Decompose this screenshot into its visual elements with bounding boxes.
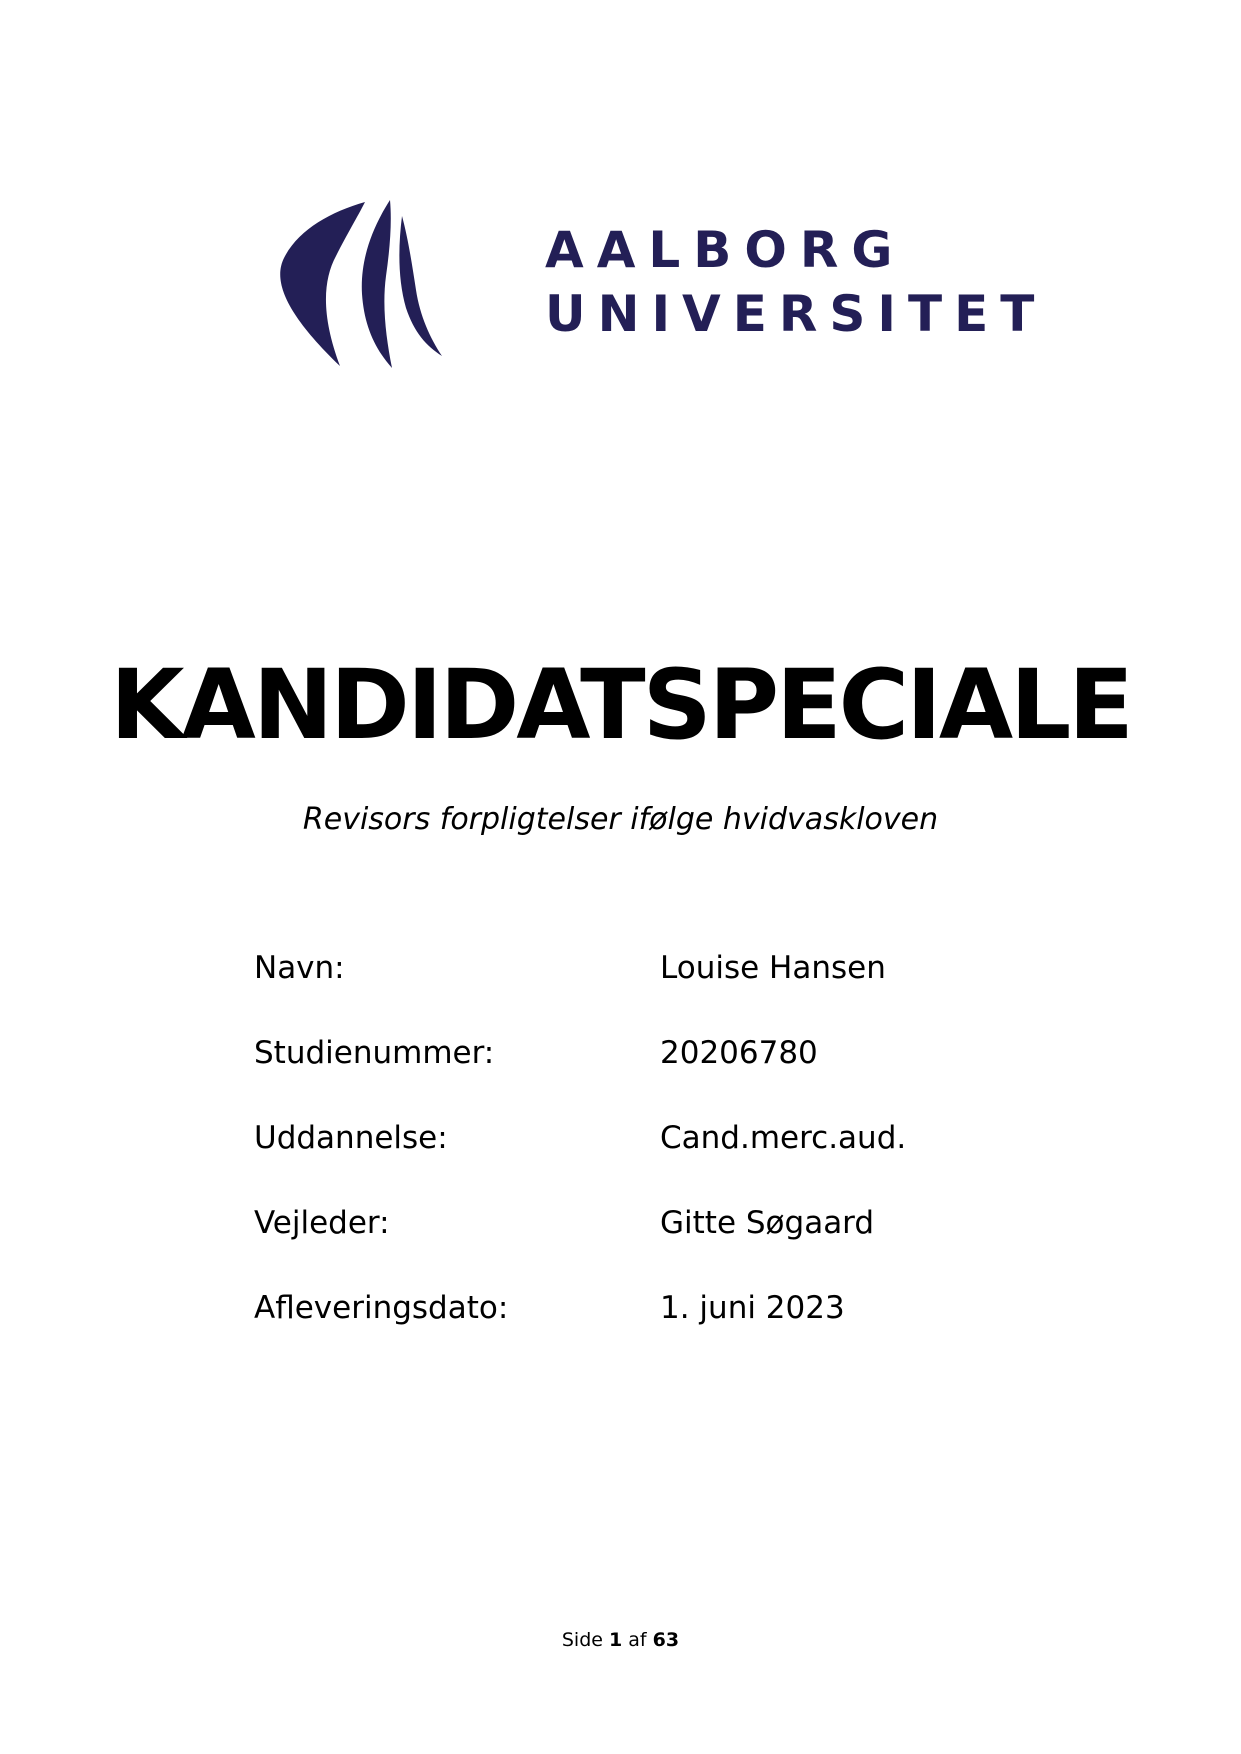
current-page-number: 1: [609, 1629, 623, 1651]
info-value: Cand.merc.aud.: [660, 1120, 907, 1156]
document-subtitle: Revisors forpligtelser ifølge hvidvaskloven: [302, 802, 939, 837]
info-label: Studienummer:: [254, 1035, 495, 1071]
info-row-supervisor: [254, 1203, 1054, 1288]
info-value: Louise Hansen: [660, 950, 886, 986]
document-title: KANDIDATSPECIALE: [110, 649, 1131, 761]
page-number-separator: af: [628, 1629, 647, 1651]
info-label: Navn:: [254, 950, 345, 986]
info-row-submission-date: [254, 1288, 1054, 1373]
info-value: Gitte Søgaard: [660, 1205, 875, 1241]
info-value: 20206780: [660, 1035, 818, 1071]
info-label: Afleveringsdato:: [254, 1290, 509, 1326]
logo-wordmark: [545, 218, 1046, 346]
page-footer: [0, 1627, 1241, 1653]
total-page-count: 63: [652, 1629, 680, 1651]
university-logo: [270, 198, 1047, 378]
student-info-table: [254, 948, 1054, 1373]
info-row-student-number: [254, 1033, 1054, 1118]
info-row-education: [254, 1118, 1054, 1203]
page-number-prefix: Side: [561, 1629, 603, 1651]
info-label: Uddannelse:: [254, 1120, 448, 1156]
info-row-name: [254, 948, 1054, 1033]
aau-wave-mark-icon: [270, 198, 445, 373]
logo-line-aalborg: AALBORG: [545, 221, 906, 279]
info-value: 1. juni 2023: [660, 1290, 845, 1326]
logo-line-universitet: UNIVERSITET: [545, 285, 1047, 343]
info-label: Vejleder:: [254, 1205, 390, 1241]
